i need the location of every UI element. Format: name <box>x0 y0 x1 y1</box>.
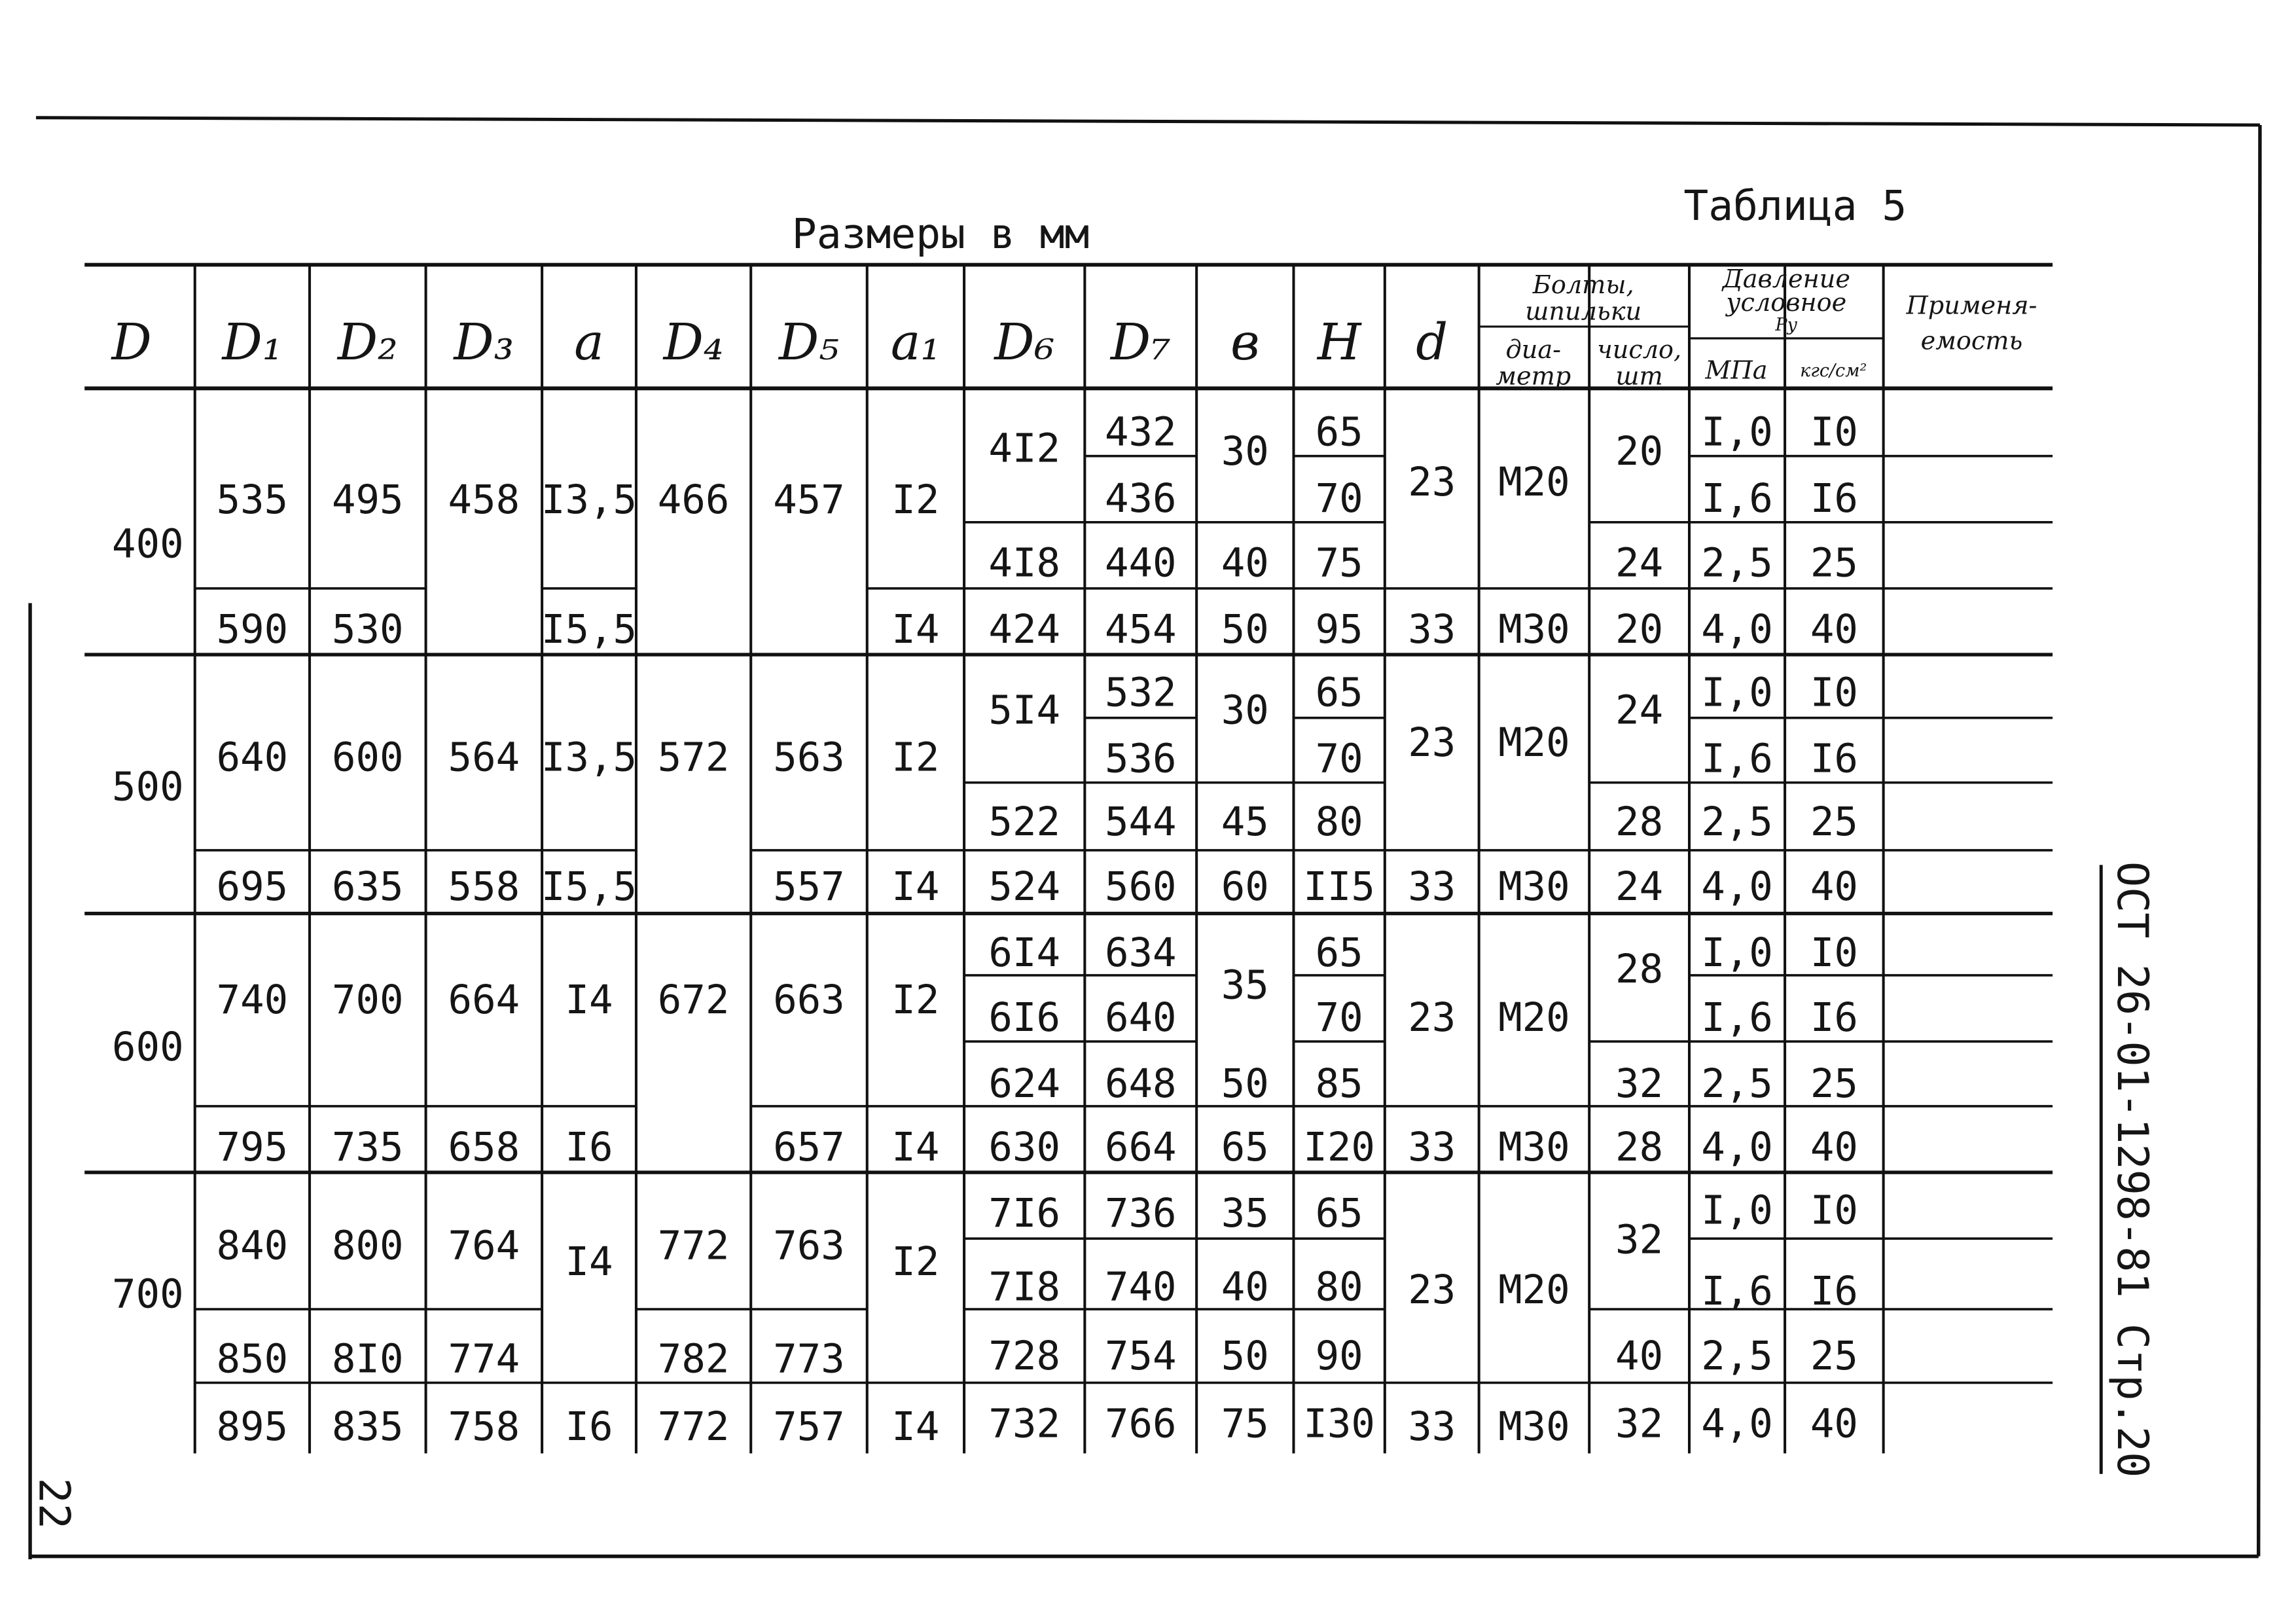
table-cell: 432 <box>1104 409 1177 456</box>
table-cell: I0 <box>1810 409 1858 456</box>
table-cell: 624 <box>988 1061 1061 1108</box>
table-cell: 35 <box>1221 1191 1269 1237</box>
table-cell: 640 <box>216 734 289 781</box>
table-cell: I0 <box>1810 670 1858 716</box>
table-cell: I6 <box>1810 1269 1858 1315</box>
table-cell: 740 <box>216 977 289 1024</box>
table-cell: 80 <box>1315 1264 1363 1310</box>
table-cell: M20 <box>1498 995 1570 1041</box>
table-cell: 70 <box>1315 736 1363 782</box>
table-cell: 8I0 <box>332 1336 404 1382</box>
table-cell: 835 <box>332 1403 404 1450</box>
table-cell: 50 <box>1221 606 1269 653</box>
table-cell: 735 <box>332 1124 404 1170</box>
table-cell: I6 <box>565 1124 613 1170</box>
table-cell: 40 <box>1810 1124 1858 1170</box>
page-number: 22 <box>29 1477 79 1529</box>
header-pressure-kgf: кгс/см² <box>1800 360 1867 381</box>
table-cell: 495 <box>332 477 404 524</box>
table-cell: 25 <box>1810 1333 1858 1379</box>
table-cell: 590 <box>216 606 289 653</box>
table-cell: 657 <box>773 1124 845 1170</box>
table-cell: 32 <box>1615 1401 1664 1447</box>
table-cell: 695 <box>216 864 289 911</box>
table-cell: 30 <box>1221 687 1269 734</box>
table-cell: 895 <box>216 1403 289 1450</box>
table-cell: 28 <box>1615 946 1664 992</box>
table-cell: 664 <box>448 977 520 1024</box>
table-cell: 850 <box>216 1336 289 1382</box>
table-cell: M30 <box>1498 1403 1570 1450</box>
table-cell: I3,5 <box>541 477 637 524</box>
table-cell: I5,5 <box>541 864 637 911</box>
group-label-D: 500 <box>112 764 184 810</box>
table-cell: 524 <box>988 864 1061 911</box>
header-H: H <box>1317 314 1361 372</box>
table-cell: I4 <box>891 606 940 653</box>
table-cell: 33 <box>1408 1403 1456 1450</box>
table-cell: 457 <box>773 477 845 524</box>
table-cell: M30 <box>1498 606 1570 653</box>
table-cell: 466 <box>657 477 730 524</box>
table-cell: 563 <box>773 734 845 781</box>
table-cell: I,0 <box>1701 409 1773 456</box>
table-cell: 40 <box>1810 1401 1858 1447</box>
document-code-stamp: ОСТ 26-01-1298-81 Стр.20 <box>2107 861 2157 1478</box>
table-cell: M30 <box>1498 1124 1570 1170</box>
table-cell: 85 <box>1315 1061 1363 1108</box>
table-cell: 24 <box>1615 540 1664 586</box>
table-cell: 4I2 <box>988 425 1061 472</box>
table-cell: 740 <box>1104 1264 1177 1310</box>
header-a1: a₁ <box>890 314 941 372</box>
table-cell: 4,0 <box>1701 864 1773 911</box>
table-cell: 75 <box>1221 1401 1269 1447</box>
table-cell: 795 <box>216 1124 289 1170</box>
header-pressure: Давление <box>1722 264 1850 294</box>
table-cell: 454 <box>1104 606 1177 653</box>
table-cell: 658 <box>448 1124 520 1170</box>
table-cell: M30 <box>1498 864 1570 911</box>
table-cell: 20 <box>1615 606 1664 653</box>
table-cell: 40 <box>1221 540 1269 586</box>
header-D7: D₇ <box>1110 314 1171 372</box>
table-cell: 40 <box>1615 1333 1664 1379</box>
header-d: d <box>1416 314 1448 372</box>
table-cell: 65 <box>1221 1124 1269 1170</box>
table-cell: 4,0 <box>1701 1124 1773 1170</box>
table-cell: 70 <box>1315 995 1363 1041</box>
table-cell: 40 <box>1810 606 1858 653</box>
table-cell: 5I4 <box>988 687 1061 734</box>
header-bolts: шпильки <box>1525 297 1642 327</box>
table-cell: 2,5 <box>1701 799 1773 846</box>
table-cell: 23 <box>1408 460 1456 506</box>
table-cell: 2,5 <box>1701 1333 1773 1379</box>
table-cell: I,6 <box>1701 995 1773 1041</box>
table-cell: I,0 <box>1701 930 1773 977</box>
header-pressure-mpa: МПа <box>1705 356 1768 386</box>
table-cell: I6 <box>1810 475 1858 522</box>
table-cell: 80 <box>1315 799 1363 846</box>
table-cell: I20 <box>1303 1124 1375 1170</box>
table-cell: 436 <box>1104 475 1177 522</box>
table-cell: 840 <box>216 1223 289 1269</box>
table-cell: I2 <box>891 734 940 781</box>
frame-right <box>2259 125 2260 1557</box>
units-caption: Размеры в мм <box>791 209 1090 258</box>
table-cell: 33 <box>1408 864 1456 911</box>
table-cell: 35 <box>1221 962 1269 1009</box>
table-cell: 532 <box>1104 670 1177 716</box>
header-a: a <box>574 314 604 372</box>
table-cell: I2 <box>891 1239 940 1286</box>
table-cell: I4 <box>565 1239 613 1286</box>
table-cell: 40 <box>1810 864 1858 911</box>
table-cell: 600 <box>332 734 404 781</box>
table-cell: 557 <box>773 864 845 911</box>
table-cell: 634 <box>1104 930 1177 977</box>
table-cell: I2 <box>891 977 940 1024</box>
table-cell: 664 <box>1104 1124 1177 1170</box>
table-cell: I4 <box>565 977 613 1024</box>
table-cell: 6I6 <box>988 995 1061 1041</box>
table-cell: 28 <box>1615 799 1664 846</box>
table-cell: M20 <box>1498 719 1570 766</box>
group-label-D: 600 <box>112 1024 184 1071</box>
table-cell: 65 <box>1315 409 1363 456</box>
table-cell: 536 <box>1104 736 1177 782</box>
table-cell: 522 <box>988 799 1061 846</box>
group-label-D: 400 <box>112 521 184 568</box>
table-cell: 672 <box>657 977 730 1024</box>
table-cell: 663 <box>773 977 845 1024</box>
table-cell: 4I8 <box>988 540 1061 586</box>
table-cell: 564 <box>448 734 520 781</box>
table-cell: 7I8 <box>988 1264 1061 1310</box>
header-applicability: емость <box>1920 327 2023 356</box>
table-cell: 758 <box>448 1403 520 1450</box>
header-D: D <box>111 314 152 372</box>
table-cell: 640 <box>1104 995 1177 1041</box>
table-cell: 773 <box>773 1336 845 1382</box>
table-cell: 30 <box>1221 428 1269 475</box>
table-cell: 95 <box>1315 606 1363 653</box>
table-cell: 732 <box>988 1401 1061 1447</box>
table-cell: 65 <box>1315 1191 1363 1237</box>
header-D1: D₁ <box>222 314 283 372</box>
table-text <box>29 182 2157 1529</box>
table-cell: 766 <box>1104 1401 1177 1447</box>
header-D4: D₄ <box>663 314 724 372</box>
table-cell: I4 <box>891 864 940 911</box>
header-bolt-diameter: метр <box>1496 362 1571 391</box>
table-cell: I6 <box>1810 995 1858 1041</box>
header-pressure: условное <box>1726 288 1847 317</box>
table-cell: II5 <box>1303 864 1375 911</box>
table-cell: 28 <box>1615 1124 1664 1170</box>
table-cell: 20 <box>1615 428 1664 475</box>
table-cell: 25 <box>1810 1061 1858 1108</box>
table-cell: I,0 <box>1701 1187 1773 1234</box>
table-cell: 782 <box>657 1336 730 1382</box>
table-cell: 32 <box>1615 1217 1664 1263</box>
table-cell: I3,5 <box>541 734 637 781</box>
table-cell: M20 <box>1498 1267 1570 1313</box>
table-cell: 4,0 <box>1701 1401 1773 1447</box>
table-cell: 458 <box>448 477 520 524</box>
table-cell: 648 <box>1104 1061 1177 1108</box>
table-cell: 50 <box>1221 1061 1269 1108</box>
table-cell: 736 <box>1104 1191 1177 1237</box>
table-cell: 2,5 <box>1701 540 1773 586</box>
header-D2: D₂ <box>337 314 398 372</box>
table-cell: 24 <box>1615 687 1664 734</box>
header-bolt-count: шт <box>1615 362 1663 391</box>
table-cell: 544 <box>1104 799 1177 846</box>
table-cell: 40 <box>1221 1264 1269 1310</box>
group-label-D: 700 <box>112 1271 184 1318</box>
table-cell: 772 <box>657 1223 730 1269</box>
table-cell: 65 <box>1315 930 1363 977</box>
table-cell: 23 <box>1408 719 1456 766</box>
table-cell: 572 <box>657 734 730 781</box>
table-cell: 560 <box>1104 864 1177 911</box>
table-cell: I,6 <box>1701 475 1773 522</box>
table-cell: I4 <box>891 1124 940 1170</box>
table-cell: I6 <box>1810 736 1858 782</box>
table-cell: 32 <box>1615 1061 1664 1108</box>
table-cell: 764 <box>448 1223 520 1269</box>
table-cell: 75 <box>1315 540 1363 586</box>
table-cell: 70 <box>1315 475 1363 522</box>
table-cell: 24 <box>1615 864 1664 911</box>
table-cell: 530 <box>332 606 404 653</box>
table-cell: 558 <box>448 864 520 911</box>
table-cell: 774 <box>448 1336 520 1382</box>
table-label: Таблица 5 <box>1683 182 1907 230</box>
table-cell: 6I4 <box>988 930 1061 977</box>
table-cell: 65 <box>1315 670 1363 716</box>
table-cell: 4,0 <box>1701 606 1773 653</box>
table-cell: I0 <box>1810 1187 1858 1234</box>
table-cell: 60 <box>1221 864 1269 911</box>
table-cell: I2 <box>891 477 940 524</box>
table-cell: 50 <box>1221 1333 1269 1379</box>
table-cell: 33 <box>1408 606 1456 653</box>
table-cell: I,6 <box>1701 736 1773 782</box>
table-cell: 33 <box>1408 1124 1456 1170</box>
header-D6: D₆ <box>994 314 1055 372</box>
table-cell: I0 <box>1810 930 1858 977</box>
table-cell: 23 <box>1408 995 1456 1041</box>
table-cell: 440 <box>1104 540 1177 586</box>
table-cell: 800 <box>332 1223 404 1269</box>
table-cell: 635 <box>332 864 404 911</box>
table-cell: 45 <box>1221 799 1269 846</box>
header-bolt-diameter: диа- <box>1505 335 1562 365</box>
table-cell: 757 <box>773 1403 845 1450</box>
table-cell: I5,5 <box>541 606 637 653</box>
table-cell: I,6 <box>1701 1269 1773 1315</box>
header-applicability: Применя- <box>1906 291 2037 321</box>
table-cell: 90 <box>1315 1333 1363 1379</box>
header-b: в <box>1230 314 1260 372</box>
table-cell: 728 <box>988 1333 1061 1379</box>
table-cell: 7I6 <box>988 1191 1061 1237</box>
table-cell: 25 <box>1810 799 1858 846</box>
table-cell: 25 <box>1810 540 1858 586</box>
header-bolts: Болты, <box>1532 270 1634 300</box>
table-cell: 630 <box>988 1124 1061 1170</box>
table-cell: I,0 <box>1701 670 1773 716</box>
table-cell: M20 <box>1498 460 1570 506</box>
header-pressure: Pу <box>1775 315 1798 336</box>
table-cell: 700 <box>332 977 404 1024</box>
table-cell: I6 <box>565 1403 613 1450</box>
header-bolt-count: число, <box>1596 335 1682 365</box>
table-cell: 754 <box>1104 1333 1177 1379</box>
table-cell: 424 <box>988 606 1061 653</box>
table-cell: 23 <box>1408 1267 1456 1313</box>
table-cell: 763 <box>773 1223 845 1269</box>
table-cell: I4 <box>891 1403 940 1450</box>
table-cell: 535 <box>216 477 289 524</box>
header-D3: D₃ <box>454 314 514 372</box>
table-cell: 2,5 <box>1701 1061 1773 1108</box>
frame-top <box>36 118 2260 125</box>
table-cell: 772 <box>657 1403 730 1450</box>
table-cell: I30 <box>1303 1401 1375 1447</box>
header-D5: D₅ <box>779 314 839 372</box>
